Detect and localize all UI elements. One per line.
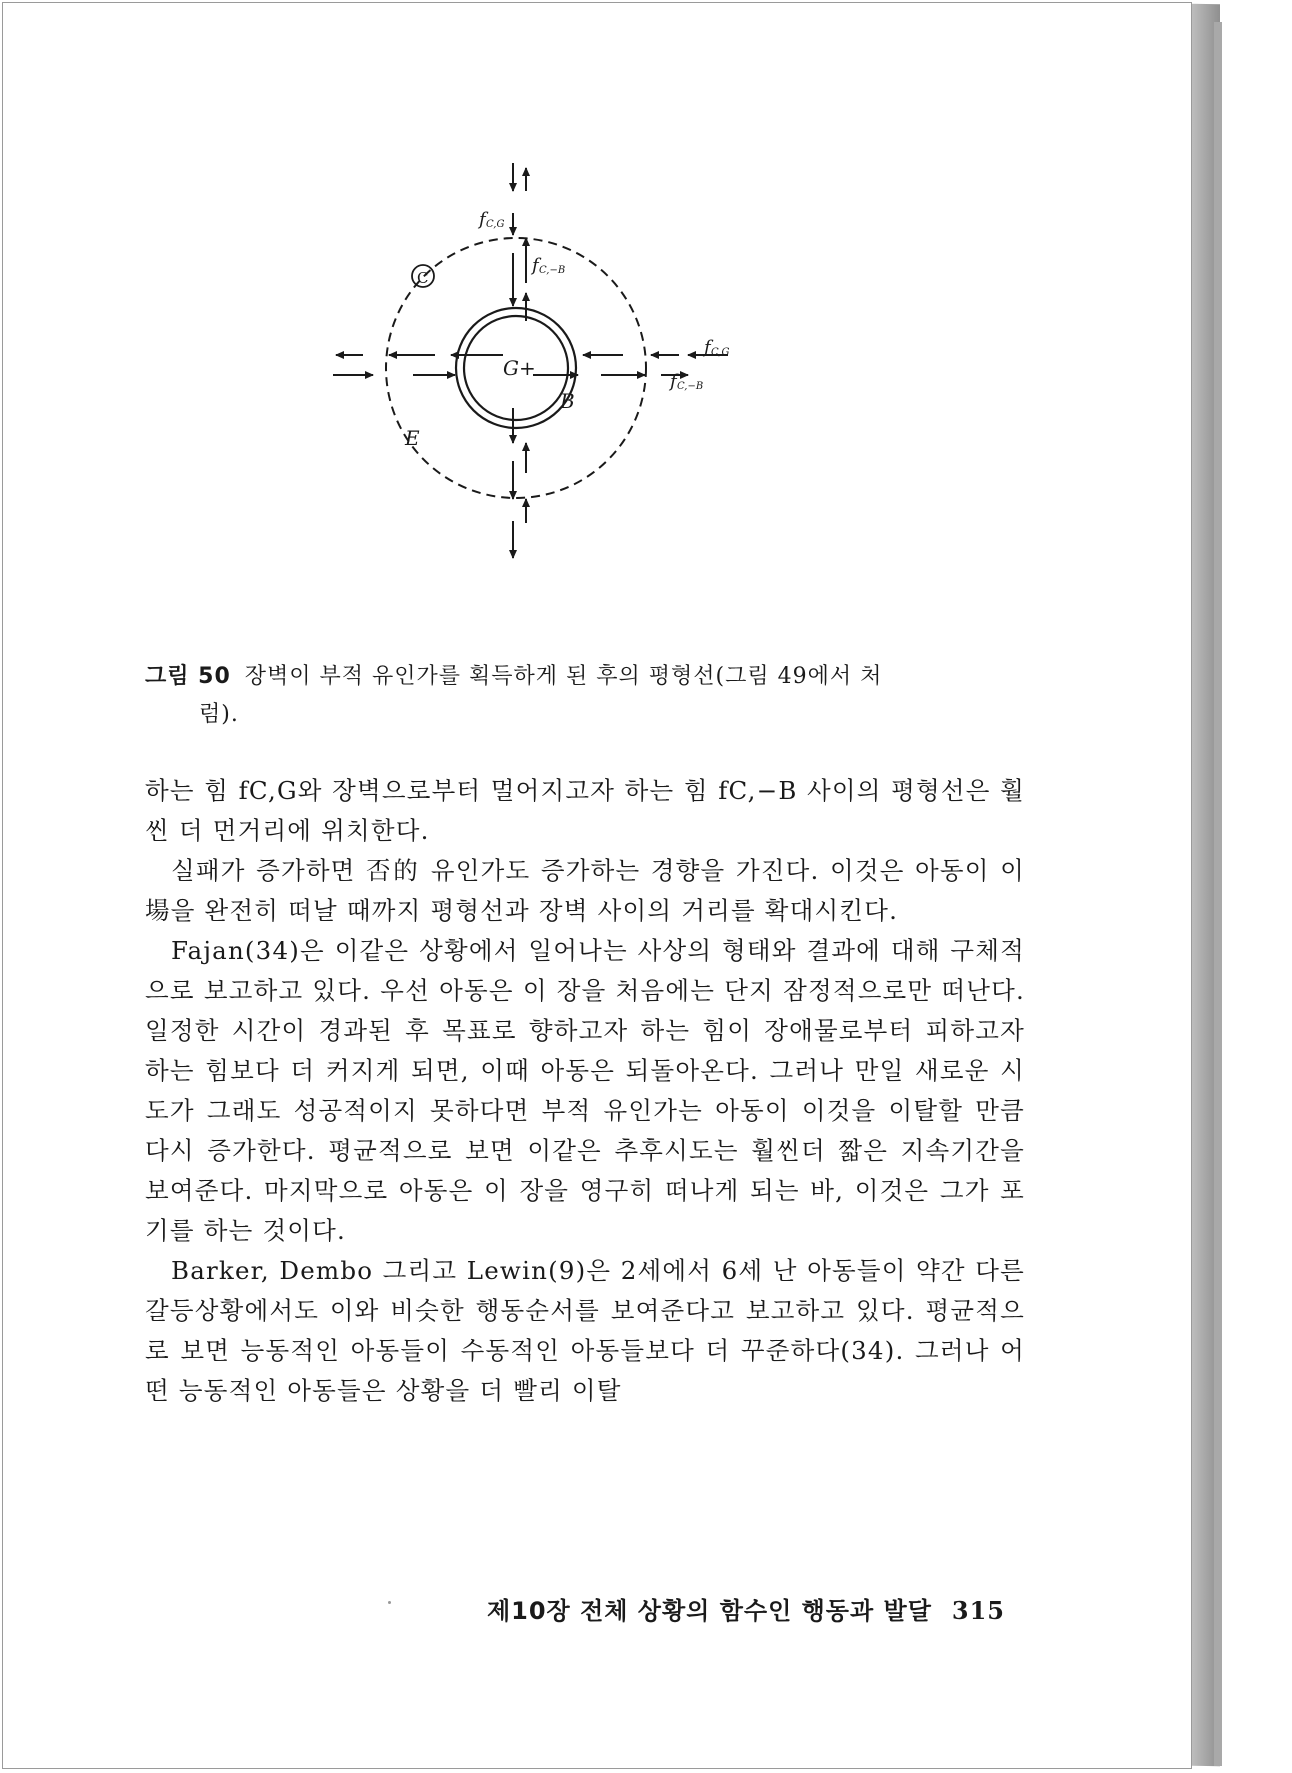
figure-caption [145,658,1025,734]
force-field-diagram [333,163,853,643]
force-fcb-right-sub: C,−B [677,381,704,392]
paragraph-4: Barker, Dembo 그리고 Lewin(9)은 2세에서 6세 난 아동들이 약간 다른 갈등상황에서도 이와 비슷한 행동순서를 보여준다고 보고하고 있다. 평균적으로 보면 능동적인 아동들이 수동적인 아동들보다 더 꾸준하다(34). 그러나 어떤 능동적인 아동들은 상황을 더 빨리 이탈 [145,1256,1025,1405]
page-footer [445,1591,1005,1626]
caption-text: 장벽이 부적 유인가를 획득하게 된 후의 평형선(그림 49에서 처 [244,664,883,689]
force-fcb-top-f: f [532,255,539,276]
child-c-symbol: C [417,269,429,287]
force-fcg-right-f: f [704,337,711,358]
paragraph-3: Fajan(34)은 이같은 상황에서 일어나는 사상의 형태와 결과에 대해 구체적으로 보고하고 있다. 우선 아동은 이 장을 처음에는 단지 잠정적으로만 떠난다. 일정한 시간이 경과된 후 목표로 향하고자 하는 힘이 장애물로부터 피하고자 하는 힘보다 더 커지게 되면, 이때 아동은 되돌아온다. 그러나 만일 새로운 시도가 그래도 성공적이지 못하다면 부적 유인가는 아동이 이것을 이탈할 만큼 다시 증가한다. 평균적으로 보면 이같은 추후시도는 훨씬더 짧은 지속기간을 보여준다. 마지막으로 아동은 이 장을 영구히 떠나게 되는 바, 이것은 그가 포기를 하는 것이다. [145,936,1025,1245]
book-page [2,2,1192,1769]
page-number: 315 [951,1596,1005,1625]
body-text [145,771,1025,1411]
force-fcg-right-sub: C,G [711,347,730,358]
goal-label: G+ [503,356,536,380]
environment-label: E [405,426,420,450]
diagram-svg [333,163,853,643]
force-fcg-top-f: f [479,209,486,230]
running-chapter-title: 제10장 전체 상황의 함수인 행동과 발달 [486,1597,932,1625]
force-fcg-top-sub: C,G [486,219,505,230]
paragraph-1: 하는 힘 fC,G와 장벽으로부터 멀어지고자 하는 힘 fC,−B 사이의 평형선은 훨씬 더 먼거리에 위치한다. [145,776,1025,845]
page-edge-inner [1214,22,1222,1766]
barrier-label: B [560,389,575,413]
figure-number: 그림 50 [145,664,231,689]
force-fcb-right-f: f [670,371,677,392]
paragraph-2: 실패가 증가하면 否的 유인가도 증가하는 경향을 가진다. 이것은 아동이 이 場을 완전히 떠날 때까지 평형선과 장벽 사이의 거리를 확대시킨다. [145,856,1025,925]
force-fcb-top-sub: C,−B [539,265,566,276]
print-speck [388,1601,391,1604]
caption-text-continuation: 럼). [199,702,239,727]
